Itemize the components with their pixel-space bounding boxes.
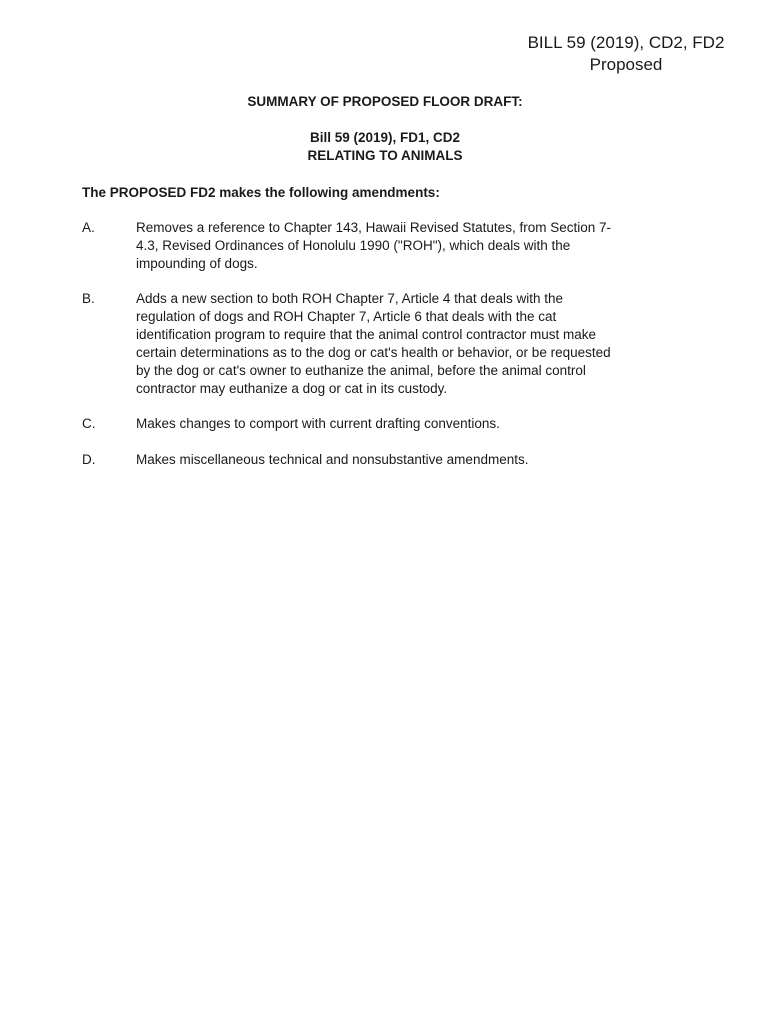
- amendment-letter: A.: [82, 220, 95, 235]
- amendment-text: [136, 290, 696, 398]
- amendment-line: 4.3, Revised Ordinances of Honolulu 1990 ("ROH"), which deals with the: [136, 238, 571, 253]
- amendment-line: identification program to require that the animal control contractor must make: [136, 327, 596, 342]
- amendment-line: impounding of dogs.: [136, 256, 258, 271]
- amendment-text: [136, 451, 696, 469]
- amendment-line: Makes changes to comport with current drafting conventions.: [136, 416, 500, 431]
- amendment-line: Adds a new section to both ROH Chapter 7, Article 4 that deals with the: [136, 291, 563, 306]
- amendment-line: contractor may euthanize a dog or cat in its custody.: [136, 381, 448, 396]
- bill-header: [506, 32, 746, 76]
- bill-number: Bill 59 (2019), FD1, CD2: [309, 130, 461, 145]
- amendment-text: [136, 415, 696, 433]
- amendment-line: regulation of dogs and ROH Chapter 7, Article 6 that deals with the cat: [136, 309, 557, 324]
- amendment-line: certain determinations as to the dog or cat's health or behavior, or be requested: [136, 345, 611, 360]
- amendment-letter: D.: [82, 452, 96, 467]
- amendment-text: [136, 219, 696, 273]
- summary-title: SUMMARY OF PROPOSED FLOOR DRAFT:: [247, 94, 523, 109]
- amendment-letter: B.: [82, 291, 95, 306]
- amendment-line: Makes miscellaneous technical and nonsubstantive amendments.: [136, 452, 529, 467]
- amendment-line: by the dog or cat's owner to euthanize the animal, before the animal control: [136, 363, 586, 378]
- amendment-line: Removes a reference to Chapter 143, Hawaii Revised Statutes, from Section 7-: [136, 220, 611, 235]
- bill-subject: RELATING TO ANIMALS: [307, 148, 463, 163]
- bill-title: [0, 129, 770, 165]
- bill-header-status: Proposed: [589, 55, 663, 74]
- bill-header-line: BILL 59 (2019), CD2, FD2: [527, 33, 725, 52]
- amendments-intro: The PROPOSED FD2 makes the following amendments:: [82, 185, 440, 200]
- amendment-letter: C.: [82, 416, 96, 431]
